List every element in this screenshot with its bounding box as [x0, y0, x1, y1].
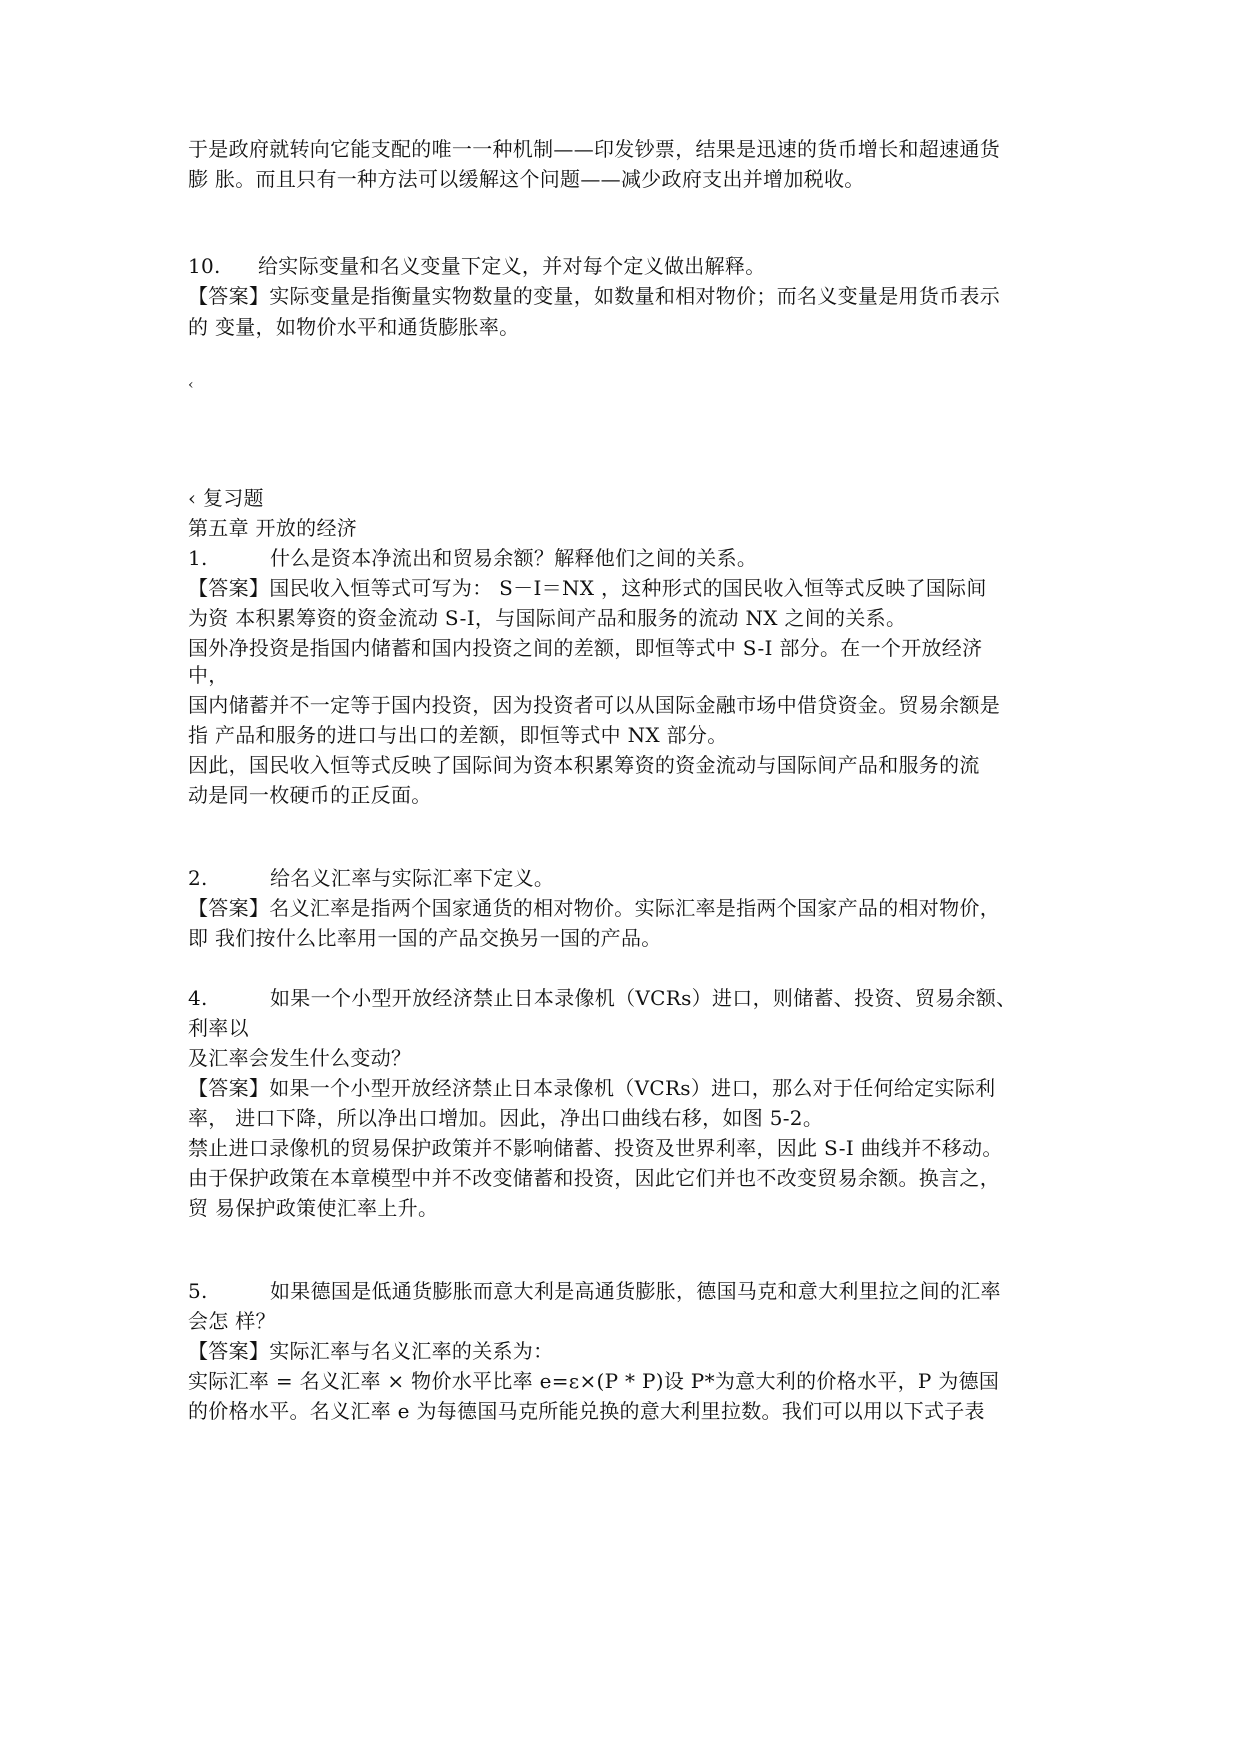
question-4 [188, 982, 1016, 1014]
text-line: 国外净投资是指国内储蓄和国内投资之间的差额，即恒等式中 S-I 部分。在一个开放经济 [188, 636, 983, 660]
text-line: 禁止进口录像机的贸易保护政策并不影响储蓄、投资及世界利率，因此 S-I 曲线并不移动。 [188, 1136, 1003, 1160]
text-line: 利率以 [188, 1016, 249, 1040]
text-line: 贸 易保护政策使汇率上升。 [188, 1196, 439, 1220]
question-number: 2. [188, 866, 208, 890]
text-line: 动是同一枚硬币的正反面。 [188, 783, 432, 807]
text-line: 中， [188, 663, 229, 687]
question-5 [188, 1275, 1001, 1307]
text-line: 由于保护政策在本章模型中并不改变储蓄和投资，因此它们并也不改变贸易余额。换言之， [188, 1166, 1000, 1190]
text-line: 为资 本积累筹资的资金流动 S-I，与国际间产品和服务的流动 NX 之间的关系。 [188, 606, 907, 630]
question-number: 4. [188, 986, 208, 1010]
question-number: 5. [188, 1279, 208, 1303]
question-text: 如果德国是低通货膨胀而意大利是高通货膨胀，德国马克和意大利里拉之间的汇率 [270, 1279, 1001, 1303]
text-line: 国内储蓄并不一定等于国内投资，因为投资者可以从国际金融市场中借贷资金。贸易余额是 [188, 693, 1000, 717]
text-line: 于是政府就转向它能支配的唯一一种机制——印发钞票，结果是迅速的货币增长和超速通货 [188, 137, 1000, 161]
text-line: 实际汇率 = 名义汇率 × 物价水平比率 e=ε×(P * P)设 P*为意大利的价格水平，P 为德国 [188, 1369, 1000, 1393]
text-line: 指 产品和服务的进口与出口的差额，即恒等式中 NX 部分。 [188, 723, 728, 747]
question-2 [188, 862, 554, 894]
answer-line: 【答案】国民收入恒等式可写为： S－I＝NX ，这种形式的国民收入恒等式反映了国际间 [188, 576, 987, 600]
section-heading: ‹ 复习题 [188, 486, 264, 510]
question-number: 10. [188, 254, 221, 278]
answer-line: 【答案】名义汇率是指两个国家通货的相对物价。实际汇率是指两个国家产品的相对物价， [188, 896, 1000, 920]
answer-line: 【答案】实际汇率与名义汇率的关系为： [188, 1339, 554, 1363]
answer-line: 【答案】如果一个小型开放经济禁止日本录像机（VCRs）进口，那么对于任何给定实际利 [188, 1076, 996, 1100]
text-line: 及汇率会发生什么变动？ [188, 1046, 412, 1070]
text-line: 因此，国民收入恒等式反映了国际间为资本积累筹资的资金流动与国际间产品和服务的流 [188, 753, 980, 777]
question-10 [188, 250, 766, 282]
text-line: 膨 胀。而且只有一种方法可以缓解这个问题——减少政府支出并增加税收。 [188, 167, 865, 191]
chapter-title: 第五章 开放的经济 [188, 516, 358, 540]
text-line: 的价格水平。名义汇率 e 为每德国马克所能兑换的意大利里拉数。我们可以用以下式子表 [188, 1399, 985, 1423]
question-text: 给实际变量和名义变量下定义，并对每个定义做出解释。 [258, 254, 766, 278]
question-text: 什么是资本净流出和贸易余额？解释他们之间的关系。 [270, 546, 758, 570]
text-line: 即 我们按什么比率用一国的产品交换另一国的产品。 [188, 926, 662, 950]
answer-line: 【答案】实际变量是指衡量实物数量的变量，如数量和相对物价；而名义变量是用货币表示 [188, 284, 1000, 308]
text-line: 率， 进口下降，所以净出口增加。因此，净出口曲线右移，如图 5-2。 [188, 1106, 824, 1130]
text-line: 会怎 样？ [188, 1309, 276, 1333]
question-number: 1. [188, 546, 208, 570]
question-1 [188, 542, 757, 574]
text-line: 的 变量，如物价水平和通货膨胀率。 [188, 315, 520, 339]
question-text: 如果一个小型开放经济禁止日本录像机（VCRs）进口，则储蓄、投资、贸易余额、 [270, 986, 1017, 1010]
question-text: 给名义汇率与实际汇率下定义。 [270, 866, 555, 890]
bullet-mark: ‹ [188, 377, 194, 393]
